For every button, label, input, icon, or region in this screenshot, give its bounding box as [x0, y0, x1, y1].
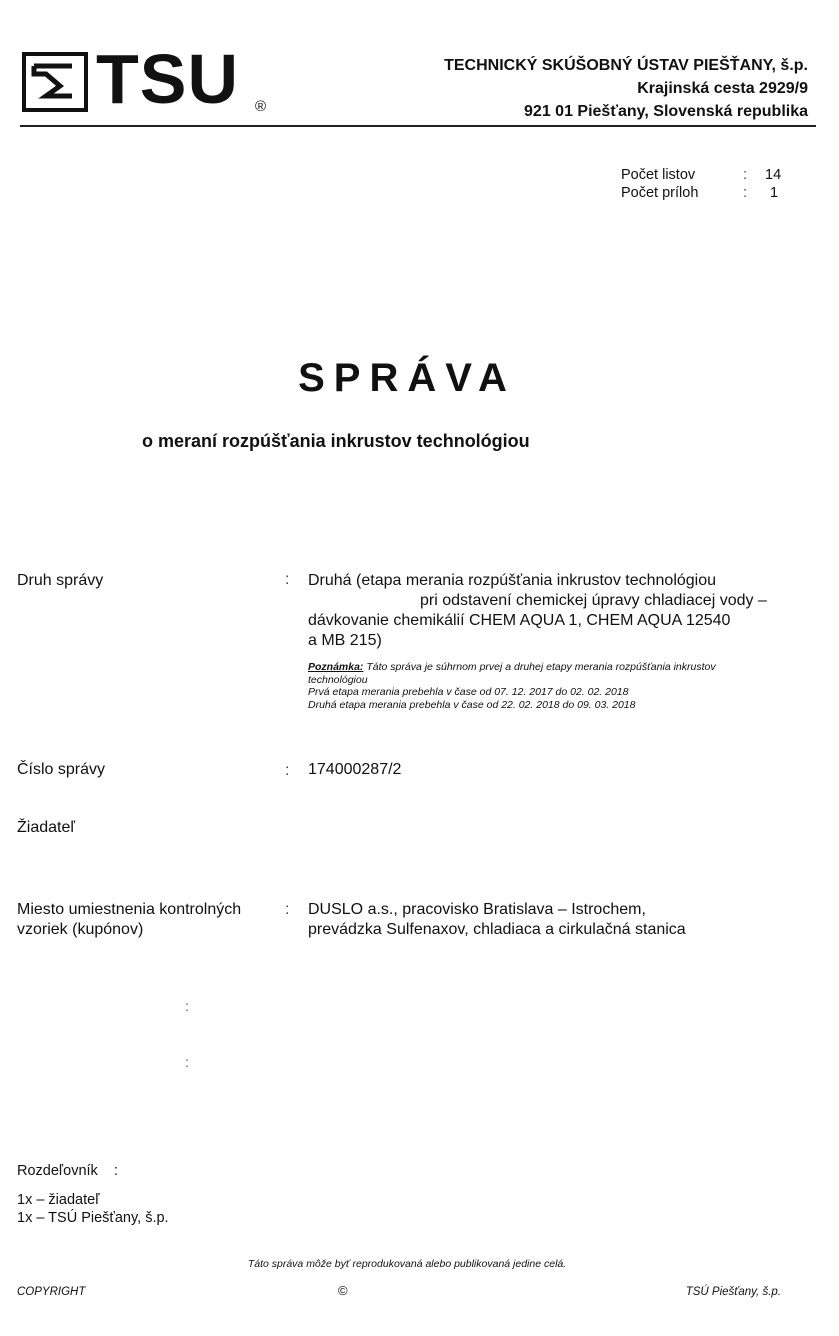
street-address: Krajinská cesta 2929/9 [637, 80, 808, 97]
institute-name: TECHNICKÝ SKÚŠOBNÝ ÚSTAV PIEŠŤANY, š.p. [444, 57, 808, 74]
location-line: prevádzka Sulfenaxov, chladiaca a cirkulačná stanica [308, 921, 686, 938]
distribution-item: 1x – žiadateľ [17, 1192, 100, 1208]
report-type-line: dávkovanie chemikálií CHEM AQUA 1, CHEM AQUA 12540 [308, 612, 731, 629]
location-label [17, 900, 241, 940]
distribution-label [17, 1162, 118, 1180]
registered-mark: ® [255, 98, 267, 115]
note-line: technológiou [308, 673, 368, 686]
report-type-line: pri odstavení chemickej úpravy chladiacej vody – [420, 592, 767, 609]
location-colon: : [285, 901, 290, 918]
copyright-label: COPYRIGHT [17, 1286, 86, 1298]
document-subtitle: o meraní rozpúšťania inkrustov technológiou [142, 431, 530, 451]
report-number-value: 174000287/2 [308, 761, 402, 778]
document-title: SPRÁVA [298, 356, 516, 400]
report-type-line: a MB 215) [308, 632, 382, 649]
attachments-value: 1 [770, 185, 779, 201]
location-line: DUSLO a.s., pracovisko Bratislava – Istrochem, [308, 901, 646, 918]
tsu-logo-icon [22, 52, 88, 112]
sheet-counts [621, 166, 781, 202]
logo-text: TSU [96, 40, 239, 118]
report-type-line: Druhá (etapa merania rozpúšťania inkrustov technológiou [308, 572, 717, 589]
copyright-symbol: © [338, 1283, 348, 1298]
location-label-line: vzoriek (kupónov) [17, 921, 144, 938]
sheets-separator: : [743, 167, 748, 183]
report-type-colon: : [285, 571, 290, 588]
note-line: Druhá etapa merania prebehla v čase od 22. 02. 2018 do 09. 03. 2018 [308, 698, 636, 711]
report-type-label: Druh správy [17, 572, 104, 589]
city-country: 921 01 Piešťany, Slovenská republika [524, 103, 808, 120]
location-value [308, 900, 686, 940]
note-label: Poznámka: [308, 661, 364, 673]
empty-field-colon: : [185, 998, 189, 1014]
note-line: Prvá etapa merania prebehla v čase od 07. 12. 2017 do 02. 02. 2018 [308, 686, 629, 698]
attachments-separator: : [743, 185, 748, 201]
reproduction-note: Táto správa môže byť reprodukovaná alebo publikovaná jedine celá. [247, 1258, 567, 1270]
distribution-item: 1x – TSÚ Piešťany, š.p. [17, 1210, 169, 1226]
header-divider [20, 125, 816, 127]
report-type-value [308, 571, 802, 651]
distribution-title: Rozdeľovník [17, 1163, 98, 1179]
empty-field-colon: : [185, 1054, 189, 1070]
sheets-label: Počet listov [621, 167, 696, 183]
footer-org: TSÚ Piešťany, š.p. [685, 1286, 781, 1298]
distribution-colon: : [113, 1163, 118, 1179]
distribution-list [17, 1191, 169, 1227]
attachments-label: Počet príloh [621, 185, 699, 201]
report-number-label: Číslo správy [17, 761, 106, 778]
report-number-colon: : [285, 762, 290, 779]
location-label-line: Miesto umiestnenia kontrolných [17, 901, 242, 918]
applicant-label: Žiadateľ [17, 819, 76, 836]
institute-address [444, 54, 808, 123]
sheets-value: 14 [765, 167, 782, 183]
report-note [308, 661, 808, 711]
note-line: Táto správa je súhrnom prvej a druhej etapy merania rozpúšťania inkrustov [366, 661, 716, 673]
